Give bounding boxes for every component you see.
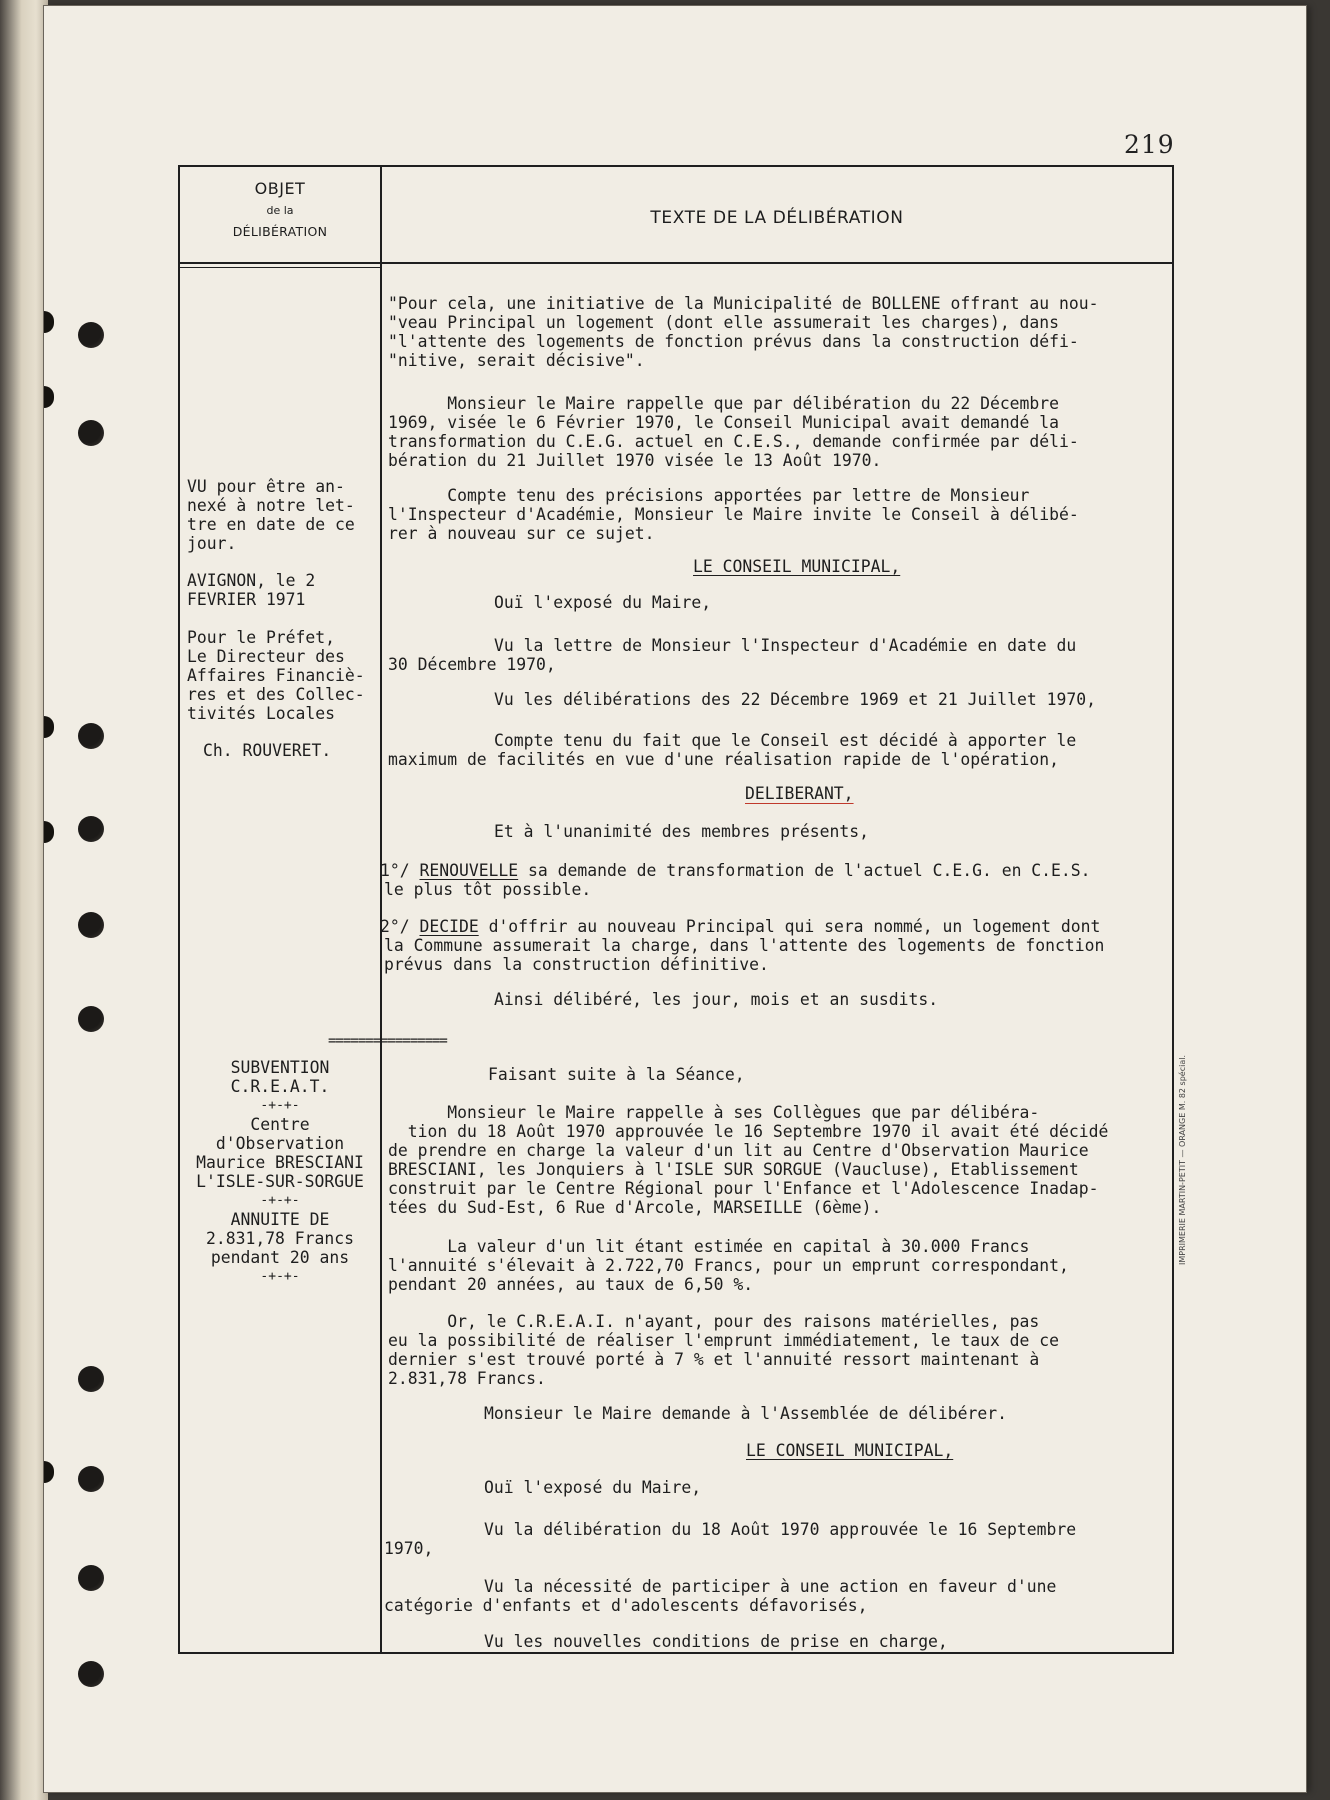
punch-hole-icon bbox=[78, 1006, 104, 1032]
left-subvention-line: d'Observation bbox=[215, 1134, 345, 1153]
body-line: tées du Sud-Est, 6 Rue d'Arcole, MARSEILLE (6ème). bbox=[388, 1198, 882, 1217]
body-line: bération du 21 Juillet 1970 visée le 13 Août 1970. bbox=[388, 451, 882, 470]
left-avignon-line: FEVRIER 1971 bbox=[187, 590, 306, 609]
body-line: la Commune assumerait la charge, dans l'attente des logements de fonction bbox=[384, 936, 1105, 955]
header-rule-secondary bbox=[178, 267, 382, 268]
body-line: transformation du C.E.G. actuel en C.E.S., demande confirmée par déli- bbox=[388, 432, 1079, 451]
item-2-keyword: DECIDE bbox=[419, 917, 479, 936]
punch-hole-icon bbox=[44, 716, 54, 738]
left-prefet-line: Le Directeur des bbox=[187, 647, 345, 666]
punch-hole-icon bbox=[78, 420, 104, 446]
left-vu-line: nexé à notre let- bbox=[187, 496, 355, 515]
left-subvention-line: -+-+- bbox=[260, 1098, 300, 1113]
body-line: dernier s'est trouvé porté à 7 % et l'annuité ressort maintenant à bbox=[388, 1350, 1040, 1369]
item-1 bbox=[380, 861, 1091, 880]
body-line: Compte tenu du fait que le Conseil est décidé à apporter le bbox=[494, 731, 1077, 750]
punch-hole-icon bbox=[78, 816, 104, 842]
punch-hole-icon bbox=[78, 723, 104, 749]
body-line: l'Inspecteur d'Académie, Monsieur le Maire invite le Conseil à délibé- bbox=[388, 505, 1079, 524]
body-line: BRESCIANI, les Jonquiers à l'ISLE SUR SORGUE (Vaucluse), Etablissement bbox=[388, 1160, 1079, 1179]
body-line: Faisant suite à la Séance, bbox=[488, 1065, 745, 1084]
body-line: 1970, bbox=[384, 1539, 434, 1558]
header-objet-sub: de la bbox=[266, 204, 294, 217]
body-line: Vu la délibération du 18 Août 1970 approuvée le 16 Septembre bbox=[484, 1520, 1077, 1539]
punch-hole-icon bbox=[78, 1466, 104, 1492]
body-line: le plus tôt possible. bbox=[384, 880, 592, 899]
printer-side-note: IMPRIMERIE MARTIN-PETIT — ORANGE M. 82 spécial. bbox=[1178, 1055, 1187, 1265]
body-line: Monsieur le Maire rappelle que par délibération du 22 Décembre bbox=[388, 394, 1060, 413]
heading-conseil: LE CONSEIL MUNICIPAL, bbox=[746, 1441, 954, 1460]
binder-edge bbox=[0, 0, 48, 1800]
body-line: Ouï l'exposé du Maire, bbox=[494, 593, 712, 612]
body-line: Monsieur le Maire demande à l'Assemblée de délibérer. bbox=[484, 1404, 1008, 1423]
page-number: 219 bbox=[1124, 130, 1175, 159]
left-vu-line: tre en date de ce bbox=[187, 515, 355, 534]
heading-deliberant: DELIBERANT, bbox=[745, 784, 854, 803]
body-line: 2.831,78 Francs. bbox=[388, 1369, 546, 1388]
header-objet-title: OBJET bbox=[254, 179, 306, 198]
body-line: "l'attente des logements de fonction prévus dans la construction défi- bbox=[388, 332, 1079, 351]
item-1-text: sa demande de transformation de l'actuel C.E.G. en C.E.S. bbox=[518, 861, 1091, 880]
punch-hole-icon bbox=[78, 1565, 104, 1591]
left-subvention-line: Centre bbox=[250, 1115, 310, 1134]
header-rule bbox=[178, 262, 1174, 264]
body-line: eu la possibilité de réaliser l'emprunt immédiatement, le taux de ce bbox=[388, 1331, 1060, 1350]
section-separator: ================ bbox=[328, 1033, 447, 1049]
body-line: Vu la lettre de Monsieur l'Inspecteur d'Académie en date du bbox=[494, 636, 1077, 655]
body-line: Et à l'unanimité des membres présents, bbox=[494, 822, 869, 841]
body-line: Compte tenu des précisions apportées par lettre de Monsieur bbox=[388, 486, 1030, 505]
body-line: l'annuité s'élevait à 2.722,70 Francs, pour un emprunt correspondant, bbox=[388, 1256, 1069, 1275]
header-texte: TEXTE DE LA DÉLIBÉRATION bbox=[650, 208, 904, 228]
body-line: pendant 20 années, au taux de 6,50 %. bbox=[388, 1275, 754, 1294]
body-line: "Pour cela, une initiative de la Municipalité de BOLLENE offrant au nou- bbox=[388, 294, 1099, 313]
body-line: 30 Décembre 1970, bbox=[388, 655, 556, 674]
body-line: tion du 18 Août 1970 approuvée le 16 Septembre 1970 il avait été décidé bbox=[388, 1122, 1109, 1141]
body-line: 1969, visée le 6 Février 1970, le Conseil Municipal avait demandé la bbox=[388, 413, 1060, 432]
header-objet bbox=[180, 178, 380, 242]
punch-hole-icon bbox=[78, 1661, 104, 1687]
body-line: catégorie d'enfants et d'adolescents défavorisés, bbox=[384, 1596, 868, 1615]
left-prefet-line: res et des Collec- bbox=[187, 685, 365, 704]
left-subvention-line: -+-+- bbox=[260, 1269, 300, 1284]
body-line: Ouï l'exposé du Maire, bbox=[484, 1478, 702, 1497]
item-2-text: d'offrir au nouveau Principal qui sera nommé, un logement dont bbox=[478, 917, 1101, 936]
punch-hole-icon bbox=[44, 311, 54, 333]
left-subvention-line: C.R.E.A.T. bbox=[230, 1077, 330, 1096]
body-line: "veau Principal un logement (dont elle assumerait les charges), dans bbox=[388, 313, 1060, 332]
punch-hole-icon bbox=[78, 912, 104, 938]
item-1-keyword: RENOUVELLE bbox=[419, 861, 519, 880]
body-line: Ainsi délibéré, les jour, mois et an susdits. bbox=[494, 990, 939, 1009]
left-subvention-line: 2.831,78 Francs bbox=[205, 1229, 355, 1248]
punch-hole-icon bbox=[78, 322, 104, 348]
left-subvention-line: Maurice BRESCIANI bbox=[196, 1153, 364, 1172]
left-subvention-line: -+-+- bbox=[260, 1193, 300, 1208]
body-line: Vu les nouvelles conditions de prise en charge, bbox=[484, 1632, 948, 1651]
body-line: Vu la nécessité de participer à une action en faveur d'une bbox=[484, 1577, 1057, 1596]
body-line: construit par le Centre Régional pour l'Enfance et l'Adolescence Inadap- bbox=[388, 1179, 1099, 1198]
body-line: rer à nouveau sur ce sujet. bbox=[388, 524, 655, 543]
item-1-number: 1°/ bbox=[380, 861, 420, 880]
heading-conseil: LE CONSEIL MUNICIPAL, bbox=[693, 557, 901, 576]
left-prefet-line: Pour le Préfet, bbox=[187, 628, 336, 647]
body-line: de prendre en charge la valeur d'un lit au Centre d'Observation Maurice bbox=[388, 1141, 1089, 1160]
header-objet-label: DÉLIBÉRATION bbox=[232, 224, 328, 239]
punch-hole-icon bbox=[44, 821, 54, 843]
body-line: La valeur d'un lit étant estimée en capital à 30.000 Francs bbox=[388, 1237, 1030, 1256]
column-divider bbox=[380, 165, 382, 1654]
left-vu-line: jour. bbox=[187, 534, 237, 553]
body-line: Monsieur le Maire rappelle à ses Collègues que par délibéra- bbox=[388, 1103, 1040, 1122]
punch-hole-icon bbox=[44, 386, 54, 408]
left-prefet-line: Affaires Financiè- bbox=[187, 666, 365, 685]
body-line: prévus dans la construction définitive. bbox=[384, 955, 769, 974]
body-line: "nitive, serait décisive". bbox=[388, 351, 645, 370]
left-subvention-line: pendant 20 ans bbox=[210, 1248, 350, 1267]
body-line: maximum de facilités en vue d'une réalisation rapide de l'opération, bbox=[388, 750, 1060, 769]
left-subvention-line: ANNUITE DE bbox=[230, 1210, 330, 1229]
body-line: Vu les délibérations des 22 Décembre 1969 et 21 Juillet 1970, bbox=[494, 690, 1096, 709]
left-vu-line: VU pour être an- bbox=[187, 477, 345, 496]
left-prefet-line: tivités Locales bbox=[187, 704, 336, 723]
item-2 bbox=[380, 917, 1100, 936]
form-frame bbox=[178, 165, 1174, 1654]
punch-hole-icon bbox=[44, 1461, 54, 1483]
item-2-number: 2°/ bbox=[380, 917, 420, 936]
left-avignon-line: AVIGNON, le 2 bbox=[187, 571, 316, 590]
left-subvention-line: L'ISLE-SUR-SORGUE bbox=[196, 1172, 364, 1191]
left-signature: Ch. ROUVERET. bbox=[203, 741, 332, 760]
body-line: Or, le C.R.E.A.I. n'ayant, pour des raisons matérielles, pas bbox=[388, 1312, 1040, 1331]
left-subvention-line: SUBVENTION bbox=[230, 1058, 330, 1077]
punch-hole-icon bbox=[78, 1366, 104, 1392]
